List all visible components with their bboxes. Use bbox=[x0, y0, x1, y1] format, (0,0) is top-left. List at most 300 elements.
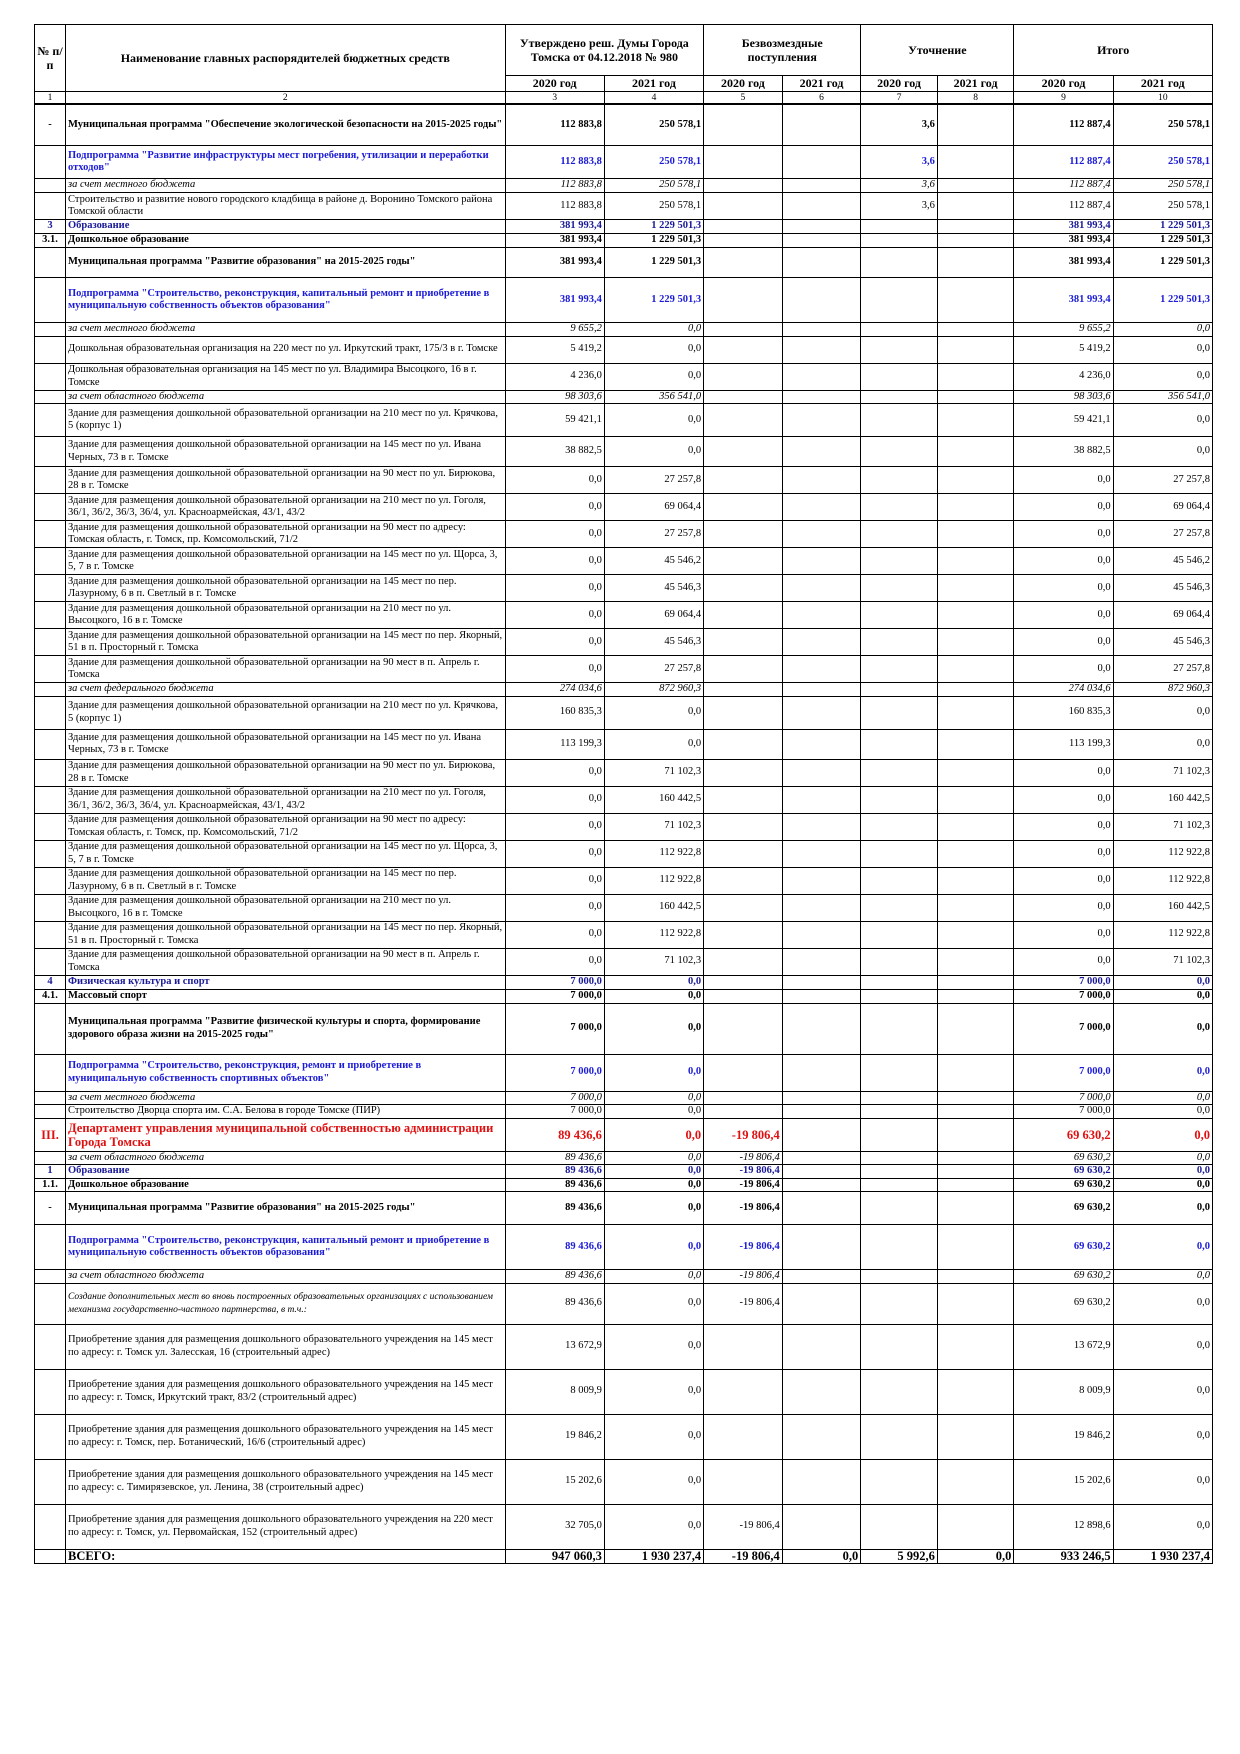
row-value bbox=[861, 1225, 938, 1270]
row-value: -19 806,4 bbox=[704, 1283, 783, 1324]
row-value: 7 000,0 bbox=[505, 989, 604, 1003]
column-number: 9 bbox=[1014, 92, 1113, 105]
row-value bbox=[861, 467, 938, 494]
table-row bbox=[35, 220, 1213, 234]
row-value bbox=[937, 759, 1014, 786]
row-value: 0,0 bbox=[505, 759, 604, 786]
row-value: 0,0 bbox=[604, 1283, 703, 1324]
row-value: 0,0 bbox=[1113, 336, 1212, 363]
row-number bbox=[35, 336, 66, 363]
row-value bbox=[937, 989, 1014, 1003]
row-value bbox=[782, 193, 861, 220]
row-value: 0,0 bbox=[1014, 494, 1113, 521]
table-row bbox=[35, 759, 1213, 786]
table-row bbox=[35, 234, 1213, 248]
row-value: 0,0 bbox=[604, 989, 703, 1003]
row-value bbox=[937, 1414, 1014, 1459]
row-value bbox=[782, 921, 861, 948]
row-value: 69 064,4 bbox=[1113, 494, 1212, 521]
row-value: 0,0 bbox=[505, 548, 604, 575]
table-body bbox=[35, 104, 1213, 1563]
row-value bbox=[861, 1165, 938, 1179]
row-value bbox=[937, 1225, 1014, 1270]
row-number bbox=[35, 437, 66, 467]
table-row bbox=[35, 494, 1213, 521]
row-number bbox=[35, 1003, 66, 1054]
row-value bbox=[704, 840, 783, 867]
row-value bbox=[861, 248, 938, 278]
table-row bbox=[35, 548, 1213, 575]
table-row bbox=[35, 656, 1213, 683]
row-value: 0,0 bbox=[604, 1165, 703, 1179]
row-value: 71 102,3 bbox=[1113, 948, 1212, 975]
row-value: 45 546,2 bbox=[604, 548, 703, 575]
row-value bbox=[937, 1192, 1014, 1225]
row-name: Дошкольное образование bbox=[66, 1178, 506, 1192]
row-value bbox=[704, 390, 783, 404]
row-number bbox=[35, 629, 66, 656]
row-number: 1 bbox=[35, 1165, 66, 1179]
row-value: 19 846,2 bbox=[1014, 1414, 1113, 1459]
row-value: 0,0 bbox=[1014, 948, 1113, 975]
row-value: 89 436,6 bbox=[505, 1225, 604, 1270]
row-number bbox=[35, 1270, 66, 1284]
row-value: 7 000,0 bbox=[1014, 1054, 1113, 1091]
row-value bbox=[861, 278, 938, 323]
table-row bbox=[35, 363, 1213, 390]
row-number: 3 bbox=[35, 220, 66, 234]
row-value bbox=[704, 494, 783, 521]
row-value: 112 887,4 bbox=[1014, 146, 1113, 179]
table-row bbox=[35, 1324, 1213, 1369]
row-number bbox=[35, 1459, 66, 1504]
row-value: 0,0 bbox=[1014, 602, 1113, 629]
table-row bbox=[35, 1369, 1213, 1414]
row-value bbox=[782, 629, 861, 656]
table-row bbox=[35, 1414, 1213, 1459]
row-value bbox=[704, 1054, 783, 1091]
table-row bbox=[35, 1504, 1213, 1549]
row-value bbox=[861, 786, 938, 813]
row-value: 5 992,6 bbox=[861, 1549, 938, 1563]
row-value bbox=[937, 867, 1014, 894]
row-value: 89 436,6 bbox=[505, 1283, 604, 1324]
row-value bbox=[937, 248, 1014, 278]
table-row bbox=[35, 467, 1213, 494]
row-value bbox=[861, 363, 938, 390]
row-name: Здание для размещения дошкольной образовательной организации на 90 мест в п. Апрель г. Томска bbox=[66, 656, 506, 683]
row-value: 0,0 bbox=[1113, 1504, 1212, 1549]
header-approved: Утверждено реш. Думы Города Томска от 04.12.2018 № 980 bbox=[505, 25, 704, 76]
column-number: 6 bbox=[782, 92, 861, 105]
header-year: 2020 год bbox=[505, 75, 604, 92]
row-value: 0,0 bbox=[1113, 975, 1212, 989]
row-value bbox=[782, 548, 861, 575]
row-value: -19 806,4 bbox=[704, 1165, 783, 1179]
row-value bbox=[782, 390, 861, 404]
row-number bbox=[35, 278, 66, 323]
row-name: Приобретение здания для размещения дошкольного образовательного учреждения на 220 мест по адресу: г. Томск, ул. Первомайская, 152 (строительный адрес) bbox=[66, 1504, 506, 1549]
row-value bbox=[937, 390, 1014, 404]
row-number: III. bbox=[35, 1118, 66, 1151]
row-value bbox=[782, 234, 861, 248]
row-value bbox=[937, 1118, 1014, 1151]
row-value: -19 806,4 bbox=[704, 1270, 783, 1284]
table-row bbox=[35, 336, 1213, 363]
row-name: Здание для размещения дошкольной образовательной организации на 210 мест по ул. Гоголя, 36/1, 36/2, 36/3, 36/4, ул. Красноармейская, 43/1, 43/2 bbox=[66, 786, 506, 813]
row-value bbox=[782, 363, 861, 390]
row-value: 19 846,2 bbox=[505, 1414, 604, 1459]
header-year: 2020 год bbox=[861, 75, 938, 92]
row-value: 1 229 501,3 bbox=[604, 278, 703, 323]
row-number bbox=[35, 948, 66, 975]
row-value: 27 257,8 bbox=[604, 467, 703, 494]
table-row bbox=[35, 1091, 1213, 1105]
row-value bbox=[704, 629, 783, 656]
row-value bbox=[782, 220, 861, 234]
row-value bbox=[782, 729, 861, 759]
row-value bbox=[782, 1151, 861, 1165]
row-value: 15 202,6 bbox=[505, 1459, 604, 1504]
row-value bbox=[782, 1414, 861, 1459]
row-value bbox=[782, 683, 861, 697]
row-value bbox=[704, 867, 783, 894]
table-row bbox=[35, 278, 1213, 323]
row-value bbox=[782, 467, 861, 494]
row-value: 0,0 bbox=[604, 1504, 703, 1549]
row-value bbox=[704, 1091, 783, 1105]
row-value: 0,0 bbox=[604, 1225, 703, 1270]
row-value: 32 705,0 bbox=[505, 1504, 604, 1549]
row-value: 13 672,9 bbox=[505, 1324, 604, 1369]
row-value: 112 922,8 bbox=[604, 921, 703, 948]
row-number bbox=[35, 1225, 66, 1270]
table-row bbox=[35, 1118, 1213, 1151]
row-value bbox=[937, 575, 1014, 602]
row-name: Здание для размещения дошкольной образовательной организации на 90 мест по ул. Бирюкова, 28 в г. Томске bbox=[66, 759, 506, 786]
row-value: 0,0 bbox=[505, 867, 604, 894]
row-value: 0,0 bbox=[604, 1118, 703, 1151]
row-value: 0,0 bbox=[1113, 1459, 1212, 1504]
column-number: 8 bbox=[937, 92, 1014, 105]
column-number: 2 bbox=[66, 92, 506, 105]
row-value bbox=[861, 1414, 938, 1459]
row-number bbox=[35, 1549, 66, 1563]
row-value bbox=[861, 494, 938, 521]
table-row bbox=[35, 1283, 1213, 1324]
row-value bbox=[782, 1324, 861, 1369]
table-row bbox=[35, 1192, 1213, 1225]
row-value: 160 442,5 bbox=[1113, 786, 1212, 813]
row-value: 250 578,1 bbox=[604, 146, 703, 179]
row-value: 1 229 501,3 bbox=[1113, 220, 1212, 234]
row-value: 45 546,3 bbox=[604, 629, 703, 656]
table-row bbox=[35, 1105, 1213, 1119]
row-value bbox=[861, 404, 938, 437]
row-value bbox=[861, 656, 938, 683]
row-value: 0,0 bbox=[1014, 921, 1113, 948]
row-value: 160 442,5 bbox=[1113, 894, 1212, 921]
table-row bbox=[35, 729, 1213, 759]
row-value bbox=[937, 437, 1014, 467]
row-number bbox=[35, 467, 66, 494]
row-value bbox=[937, 1504, 1014, 1549]
row-value bbox=[861, 1118, 938, 1151]
row-value bbox=[782, 840, 861, 867]
row-value: -19 806,4 bbox=[704, 1192, 783, 1225]
row-value: 0,0 bbox=[604, 363, 703, 390]
row-value bbox=[782, 1178, 861, 1192]
row-value bbox=[861, 1151, 938, 1165]
row-value bbox=[937, 683, 1014, 697]
row-value bbox=[782, 989, 861, 1003]
row-value: 45 546,3 bbox=[1113, 575, 1212, 602]
row-value bbox=[704, 786, 783, 813]
row-value: 0,0 bbox=[1014, 656, 1113, 683]
row-value: 7 000,0 bbox=[1014, 1105, 1113, 1119]
row-value: 381 993,4 bbox=[1014, 220, 1113, 234]
row-value: 0,0 bbox=[1113, 363, 1212, 390]
row-value bbox=[782, 404, 861, 437]
row-value: 250 578,1 bbox=[604, 193, 703, 220]
row-value: 250 578,1 bbox=[1113, 179, 1212, 193]
row-value bbox=[861, 867, 938, 894]
row-name: Строительство и развитие нового городского кладбища в районе д. Воронино Томского района Томской области bbox=[66, 193, 506, 220]
row-value bbox=[861, 1178, 938, 1192]
table-row bbox=[35, 1549, 1213, 1563]
row-value: 112 883,8 bbox=[505, 146, 604, 179]
row-value: 0,0 bbox=[505, 602, 604, 629]
row-value: 0,0 bbox=[604, 1459, 703, 1504]
column-number: 5 bbox=[704, 92, 783, 105]
row-value bbox=[861, 921, 938, 948]
row-value bbox=[861, 575, 938, 602]
row-value: 38 882,5 bbox=[505, 437, 604, 467]
row-name: Здание для размещения дошкольной образовательной организации на 210 мест по ул. Крячкова, 5 (корпус 1) bbox=[66, 696, 506, 729]
budget-table bbox=[34, 24, 1213, 1564]
row-value: 71 102,3 bbox=[1113, 813, 1212, 840]
budget-table-page bbox=[34, 24, 1213, 1564]
row-value bbox=[937, 363, 1014, 390]
row-value bbox=[782, 813, 861, 840]
row-value: 7 000,0 bbox=[1014, 1003, 1113, 1054]
row-value bbox=[704, 696, 783, 729]
row-name: Здание для размещения дошкольной образовательной организации на 145 мест по ул. Ивана Черных, 73 в г. Томске bbox=[66, 437, 506, 467]
row-value: 160 835,3 bbox=[505, 696, 604, 729]
row-value bbox=[937, 894, 1014, 921]
row-value bbox=[704, 989, 783, 1003]
row-value: 27 257,8 bbox=[604, 521, 703, 548]
row-value bbox=[782, 975, 861, 989]
row-value: 274 034,6 bbox=[505, 683, 604, 697]
row-value bbox=[937, 1105, 1014, 1119]
row-value: 0,0 bbox=[1014, 840, 1113, 867]
column-number: 1 bbox=[35, 92, 66, 105]
row-value: 69 630,2 bbox=[1014, 1225, 1113, 1270]
row-value bbox=[861, 521, 938, 548]
row-name: Здание для размещения дошкольной образовательной организации на 210 мест по ул. Гоголя, 36/1, 36/2, 36/3, 36/4, ул. Красноармейская, 43/1, 43/2 bbox=[66, 494, 506, 521]
row-value bbox=[861, 1504, 938, 1549]
row-value: 3,6 bbox=[861, 179, 938, 193]
row-value: 1 229 501,3 bbox=[1113, 278, 1212, 323]
row-name: Здание для размещения дошкольной образовательной организации на 210 мест по ул. Высоцкого, 16 в г. Томске bbox=[66, 894, 506, 921]
row-value: 89 436,6 bbox=[505, 1118, 604, 1151]
row-name: Подпрограмма "Строительство, реконструкция, капитальный ремонт и приобретение в муниципальную собственность объектов образования" bbox=[66, 1225, 506, 1270]
row-value bbox=[782, 1504, 861, 1549]
row-value: 9 655,2 bbox=[505, 323, 604, 337]
row-value: 59 421,1 bbox=[505, 404, 604, 437]
row-name: Здание для размещения дошкольной образовательной организации на 90 мест по адресу: Томская область, г. Томск, пр. Комсомольский, 71/2 bbox=[66, 813, 506, 840]
row-value bbox=[782, 146, 861, 179]
table-row bbox=[35, 323, 1213, 337]
row-value: 1 229 501,3 bbox=[1113, 248, 1212, 278]
row-value bbox=[937, 696, 1014, 729]
header-year: 2020 год bbox=[1014, 75, 1113, 92]
column-number: 3 bbox=[505, 92, 604, 105]
row-value: 45 546,3 bbox=[1113, 629, 1212, 656]
row-value bbox=[782, 1165, 861, 1179]
row-value: 381 993,4 bbox=[1014, 248, 1113, 278]
row-number: 4 bbox=[35, 975, 66, 989]
row-value bbox=[782, 278, 861, 323]
row-value bbox=[861, 234, 938, 248]
row-number bbox=[35, 548, 66, 575]
row-value: 0,0 bbox=[1113, 1178, 1212, 1192]
row-value: 0,0 bbox=[604, 1192, 703, 1225]
row-number bbox=[35, 1151, 66, 1165]
row-value: 274 034,6 bbox=[1014, 683, 1113, 697]
row-value bbox=[861, 696, 938, 729]
row-value bbox=[937, 602, 1014, 629]
row-value bbox=[704, 363, 783, 390]
row-value: 381 993,4 bbox=[505, 248, 604, 278]
row-value: 0,0 bbox=[604, 1091, 703, 1105]
row-name: Дошкольное образование bbox=[66, 234, 506, 248]
row-value: 250 578,1 bbox=[1113, 193, 1212, 220]
row-value bbox=[937, 729, 1014, 759]
table-header bbox=[35, 25, 1213, 105]
row-value: 71 102,3 bbox=[604, 948, 703, 975]
row-number bbox=[35, 179, 66, 193]
row-value bbox=[861, 948, 938, 975]
row-value bbox=[782, 521, 861, 548]
row-name: Здание для размещения дошкольной образовательной организации на 145 мест по ул. Щорса, 3, 5, 7 в г. Томске bbox=[66, 548, 506, 575]
row-value bbox=[704, 548, 783, 575]
row-value bbox=[782, 759, 861, 786]
row-value: 0,0 bbox=[937, 1549, 1014, 1563]
row-number bbox=[35, 404, 66, 437]
column-number: 7 bbox=[861, 92, 938, 105]
row-value bbox=[861, 437, 938, 467]
row-value: 89 436,6 bbox=[505, 1192, 604, 1225]
row-value: 0,0 bbox=[604, 1324, 703, 1369]
row-value: 112 883,8 bbox=[505, 104, 604, 146]
row-name: Приобретение здания для размещения дошкольного образовательного учреждения на 145 мест по адресу: г. Томск, пер. Ботанический, 16/6 (строительный адрес) bbox=[66, 1414, 506, 1459]
row-value: -19 806,4 bbox=[704, 1504, 783, 1549]
row-name: Здание для размещения дошкольной образовательной организации на 145 мест по пер. Якорный, 51 в п. Просторный г. Томска bbox=[66, 921, 506, 948]
row-value bbox=[704, 921, 783, 948]
row-value: 69 630,2 bbox=[1014, 1192, 1113, 1225]
row-value: 113 199,3 bbox=[1014, 729, 1113, 759]
row-value bbox=[782, 323, 861, 337]
row-value bbox=[861, 975, 938, 989]
row-value: 0,0 bbox=[1113, 1283, 1212, 1324]
row-value bbox=[861, 989, 938, 1003]
table-row bbox=[35, 1178, 1213, 1192]
row-value: 98 303,6 bbox=[1014, 390, 1113, 404]
row-value: 7 000,0 bbox=[505, 1105, 604, 1119]
row-number: - bbox=[35, 104, 66, 146]
row-name: за счет областного бюджета bbox=[66, 1270, 506, 1284]
table-row bbox=[35, 975, 1213, 989]
row-number bbox=[35, 1091, 66, 1105]
row-value bbox=[782, 1118, 861, 1151]
table-row bbox=[35, 390, 1213, 404]
row-value bbox=[704, 1105, 783, 1119]
row-value bbox=[782, 1225, 861, 1270]
row-value: 27 257,8 bbox=[1113, 467, 1212, 494]
row-value: -19 806,4 bbox=[704, 1178, 783, 1192]
row-value bbox=[782, 1369, 861, 1414]
row-value: 250 578,1 bbox=[604, 104, 703, 146]
row-value: 69 064,4 bbox=[604, 494, 703, 521]
row-value bbox=[937, 1283, 1014, 1324]
row-name: Здание для размещения дошкольной образовательной организации на 145 мест по ул. Ивана Черных, 73 в г. Томске bbox=[66, 729, 506, 759]
row-value bbox=[782, 494, 861, 521]
row-name: за счет местного бюджета bbox=[66, 323, 506, 337]
row-number bbox=[35, 696, 66, 729]
row-number: 4.1. bbox=[35, 989, 66, 1003]
table-row bbox=[35, 948, 1213, 975]
row-value: 0,0 bbox=[604, 1414, 703, 1459]
row-value: 13 672,9 bbox=[1014, 1324, 1113, 1369]
row-value: 0,0 bbox=[505, 921, 604, 948]
row-value: 69 064,4 bbox=[1113, 602, 1212, 629]
row-value bbox=[782, 786, 861, 813]
row-value bbox=[937, 494, 1014, 521]
row-value: 112 883,8 bbox=[505, 179, 604, 193]
row-value: 1 229 501,3 bbox=[1113, 234, 1212, 248]
row-value: 59 421,1 bbox=[1014, 404, 1113, 437]
table-row bbox=[35, 894, 1213, 921]
row-value: 0,0 bbox=[1014, 894, 1113, 921]
row-value bbox=[704, 323, 783, 337]
row-value: 0,0 bbox=[1113, 696, 1212, 729]
row-value: 12 898,6 bbox=[1014, 1504, 1113, 1549]
table-row bbox=[35, 629, 1213, 656]
row-number bbox=[35, 494, 66, 521]
row-value bbox=[782, 1192, 861, 1225]
row-value bbox=[937, 975, 1014, 989]
row-value: 0,0 bbox=[1113, 1054, 1212, 1091]
row-value bbox=[704, 179, 783, 193]
row-name: Департамент управления муниципальной собственностью администрации Города Томска bbox=[66, 1118, 506, 1151]
row-name: Здание для размещения дошкольной образовательной организации на 90 мест по адресу: Томская область, г. Томск, пр. Комсомольский, 71/2 bbox=[66, 521, 506, 548]
row-value bbox=[704, 602, 783, 629]
row-value bbox=[861, 1105, 938, 1119]
row-value bbox=[937, 840, 1014, 867]
row-name: Приобретение здания для размещения дошкольного образовательного учреждения на 145 мест по адресу: с. Тимирязевское, ул. Ленина, 38 (строительный адрес) bbox=[66, 1459, 506, 1504]
row-name: за счет местного бюджета bbox=[66, 179, 506, 193]
row-value: 1 930 237,4 bbox=[604, 1549, 703, 1563]
row-value: 0,0 bbox=[1113, 1091, 1212, 1105]
row-value: -19 806,4 bbox=[704, 1118, 783, 1151]
row-value bbox=[782, 179, 861, 193]
row-value bbox=[861, 336, 938, 363]
table-row bbox=[35, 193, 1213, 220]
table-row bbox=[35, 921, 1213, 948]
row-name: Физическая культура и спорт bbox=[66, 975, 506, 989]
